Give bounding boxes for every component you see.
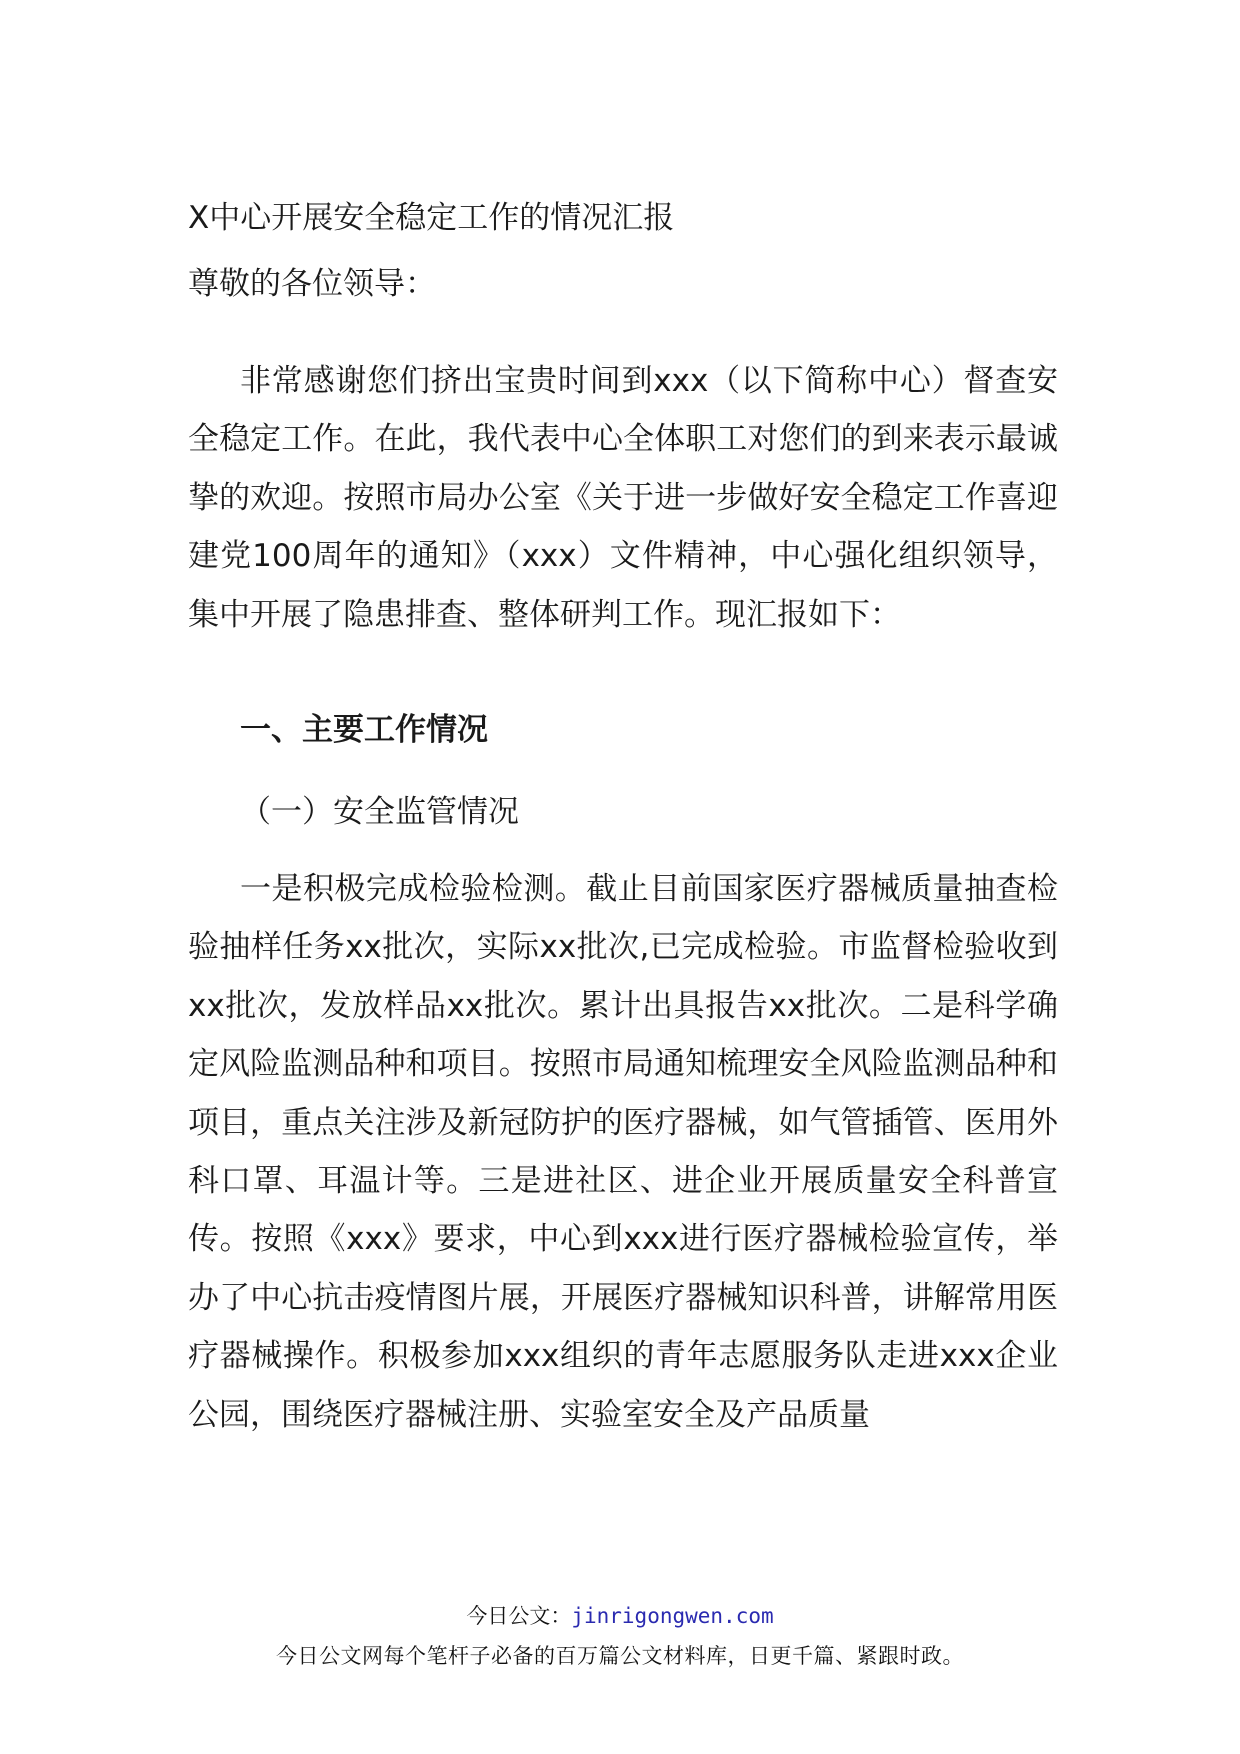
intro-paragraph: 非常感谢您们挤出宝贵时间到xxx（以下简称中心）督查安全稳定工作。在此，我代表中心全体职工对您们的到来表示最诚挚的欢迎。按照市局办公室《关于进一步做好安全稳定工作喜迎建党100周年的通知》（xxx）文件精神，中心强化组织领导，集中开展了隐患排查、整体研判工作。现汇报如下： [188, 363, 1058, 633]
subsection-heading: （一）安全监管情况 [240, 794, 519, 830]
footer-source [0, 1600, 1240, 1630]
footer-site-link[interactable]: jinrigongwen.com [571, 1604, 774, 1628]
body-paragraph: 一是积极完成检验检测。截止目前国家医疗器械质量抽查检验抽样任务xx批次，实际xx批次,已完成检验。市监督检验收到xx批次，发放样品xx批次。累计出具报告xx批次。二是科学确定风险监测品种和项目。按照市局通知梳理安全风险监测品种和项目，重点关注涉及新冠防护的医疗器械，如气管插管、医用外科口罩、耳温计等。三是进社区、进企业开展质量安全科普宣传。按照《xxx》要求，中心到xxx进行医疗器械检验宣传，举办了中心抗击疫情图片展，开展医疗器械知识科普，讲解常用医疗器械操作。积极参加xxx组织的青年志愿服务队走进xxx企业公园，围绕医疗器械注册、实验室安全及产品质量 [188, 871, 1058, 1433]
footer-label: 今日公文： [466, 1604, 572, 1628]
salutation: 尊敬的各位领导： [188, 266, 436, 302]
document-title: X中心开展安全稳定工作的情况汇报 [188, 200, 675, 236]
footer-slogan: 今日公文网每个笔杆子必备的百万篇公文材料库，日更千篇、紧跟时政。 [276, 1644, 964, 1668]
section-heading: 一、主要工作情况 [240, 712, 488, 748]
